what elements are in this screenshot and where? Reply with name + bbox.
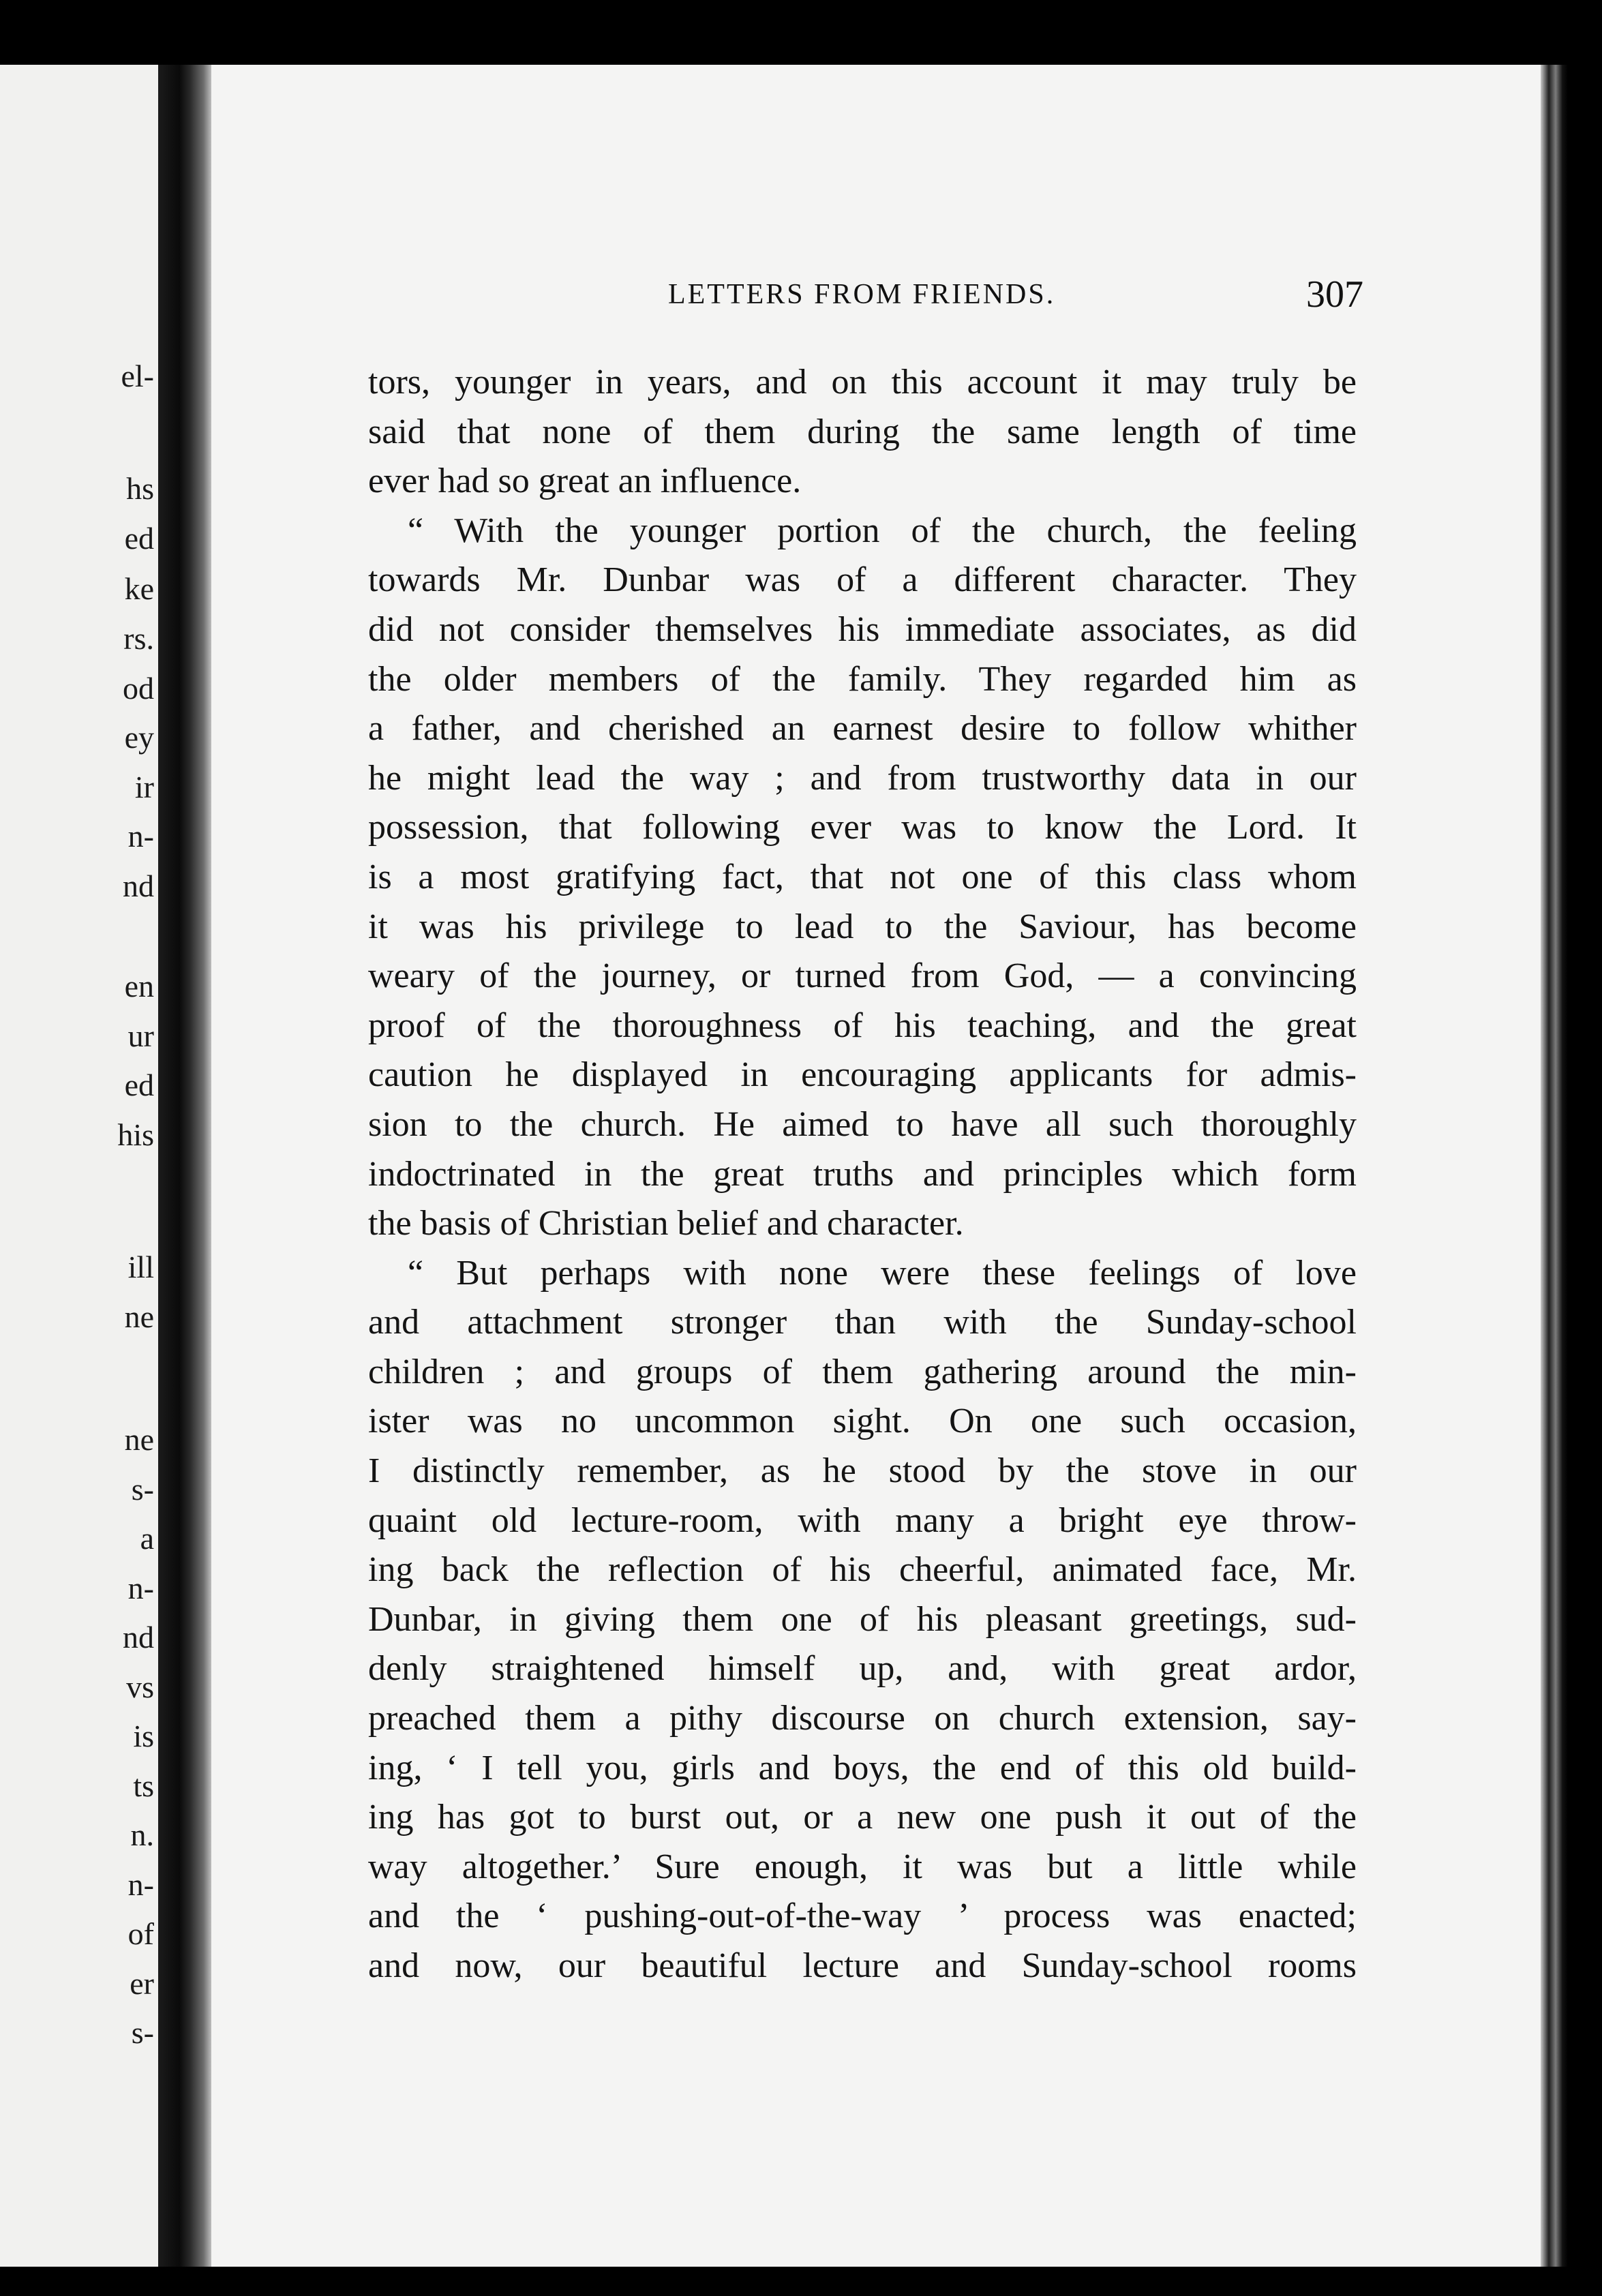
text-line: quaint old lecture-room, with many a bright eye throw- [368, 1500, 1357, 1540]
facing-fragment: his [117, 1117, 154, 1152]
facing-fragment: hs [126, 471, 154, 506]
facing-fragment: n- [127, 1867, 154, 1902]
facing-fragment: ed [124, 521, 154, 556]
text-line: did not consider themselves his immediate associates, as did [368, 609, 1357, 649]
facing-fragment: a [140, 1521, 154, 1556]
text-line: the older members of the family. They regarded him as [368, 659, 1357, 699]
text-line: indoctrinated in the great truths and principles which form [368, 1154, 1357, 1194]
text-line: ing, ‘ I tell you, girls and boys, the end of this old build- [368, 1748, 1357, 1787]
text-line: ing has got to burst out, or a new one push it out of the [368, 1798, 1357, 1837]
facing-fragment: of [127, 1916, 154, 1951]
text-line: sion to the church. He aimed to have all such thoroughly [368, 1104, 1357, 1144]
text-line: ing back the reflection of his cheerful, animated face, Mr. [368, 1550, 1357, 1590]
facing-page-edge [0, 65, 158, 2267]
facing-fragment: od [123, 671, 154, 706]
text-line: ister was no uncommon sight. On one such occasion, [368, 1402, 1357, 1441]
facing-fragment: ed [124, 1068, 154, 1102]
text-line: way altogether.’ Sure enough, it was but a little while [368, 1847, 1357, 1886]
facing-fragment: nd [123, 1620, 154, 1655]
text-line: caution he displayed in encouraging applicants for admis- [368, 1055, 1357, 1095]
page-number: 307 [1306, 273, 1363, 316]
facing-fragment: er [130, 1966, 154, 2001]
text-line: and now, our beautiful lecture and Sunday-school rooms [368, 1946, 1357, 1985]
text-line: said that none of them during the same length of time [368, 412, 1357, 451]
facing-fragment: vs [126, 1670, 154, 1704]
text-line: weary of the journey, or turned from God, — a convincing [368, 956, 1357, 996]
text-line: is a most gratifying fact, that not one of this class whom [368, 857, 1357, 896]
facing-fragment: ur [127, 1018, 154, 1053]
text-line: children ; and groups of them gathering around the min- [368, 1352, 1357, 1391]
book-spine-gutter [158, 65, 211, 2267]
text-line: proof of the thoroughness of his teaching, and the great [368, 1006, 1357, 1045]
facing-fragment: s- [131, 1472, 154, 1507]
text-line: I distinctly remember, as he stood by the stove in our [368, 1451, 1357, 1491]
text-line: he might lead the way ; and from trustworthy data in our [368, 758, 1357, 798]
facing-fragment: n. [130, 1817, 154, 1852]
facing-fragment: n- [127, 819, 154, 854]
text-line: denly straightened himself up, and, with great ardor, [368, 1649, 1357, 1689]
facing-fragment: el- [121, 359, 154, 393]
text-line: the basis of Christian belief and character. [368, 1204, 964, 1243]
facing-fragment: is [133, 1719, 154, 1753]
running-head: LETTERS FROM FRIENDS. [668, 279, 1056, 310]
text-line: and attachment stronger than with the Sunday-school [368, 1303, 1357, 1342]
page-edge [1541, 65, 1568, 2267]
facing-fragment: ne [124, 1299, 154, 1334]
facing-fragment: s- [131, 2015, 154, 2050]
facing-fragment: rs. [123, 621, 154, 656]
text-line: “ With the younger portion of the church, the feeling [408, 511, 1357, 550]
facing-fragment: en [124, 969, 154, 1003]
text-line: and the ‘ pushing-out-of-the-way ’ process was enacted; [368, 1897, 1357, 1936]
text-line: towards Mr. Dunbar was of a different character. They [368, 560, 1357, 600]
facing-fragment: ne [124, 1422, 154, 1457]
facing-fragment: n- [127, 1571, 154, 1605]
body-text [368, 358, 1357, 1991]
facing-fragment: ts [133, 1768, 154, 1803]
text-line: “ But perhaps with none were these feelings of love [408, 1253, 1357, 1293]
text-line: tors, younger in years, and on this account it may truly be [368, 363, 1357, 402]
text-line: preached them a pithy discourse on church extension, say- [368, 1699, 1357, 1738]
text-line: Dunbar, in giving them one of his pleasant greetings, sud- [368, 1599, 1357, 1639]
facing-fragment: ey [124, 720, 154, 755]
facing-fragment: ill [127, 1250, 154, 1284]
facing-fragment: ke [124, 571, 154, 606]
text-line: possession, that following ever was to know the Lord. It [368, 808, 1357, 847]
page-header [368, 273, 1363, 320]
facing-fragment: nd [123, 868, 154, 903]
facing-fragment: ir [134, 770, 154, 804]
text-line: ever had so great an influence. [368, 462, 802, 501]
text-line: it was his privilege to lead to the Saviour, has become [368, 907, 1357, 946]
text-line: a father, and cherished an earnest desire to follow whither [368, 709, 1357, 749]
